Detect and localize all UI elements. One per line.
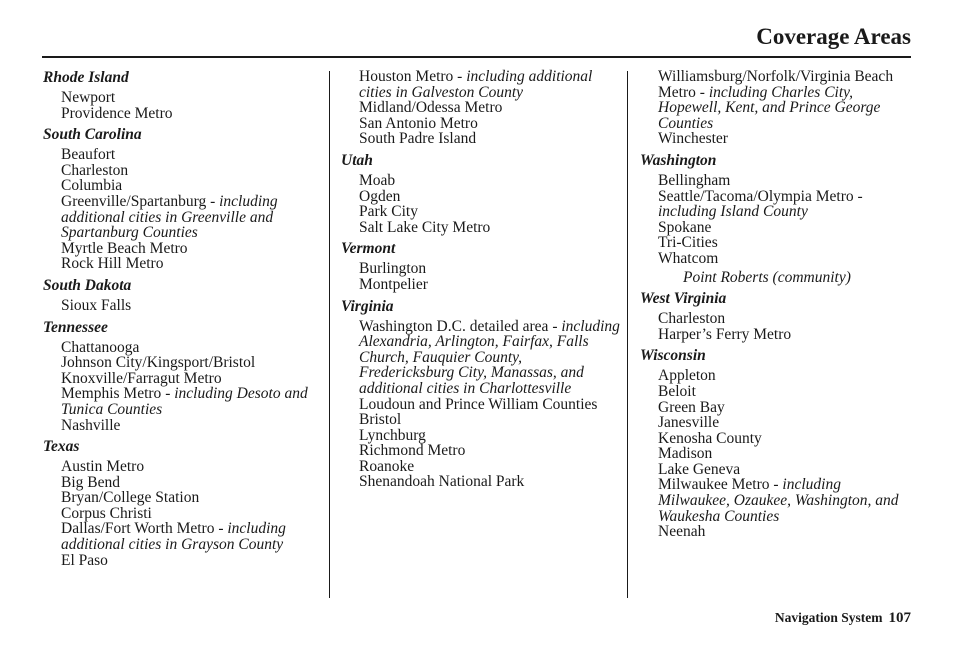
coverage-area-item xyxy=(341,116,621,132)
coverage-area-item xyxy=(43,553,323,569)
area-note: including additional cities in Grayson County xyxy=(61,520,286,554)
area-name: Big Bend xyxy=(61,473,120,491)
area-name: Green Bay xyxy=(658,398,725,416)
coverage-area-item xyxy=(640,462,908,478)
coverage-area-item xyxy=(640,400,908,416)
coverage-area-item xyxy=(341,220,621,236)
coverage-area-item xyxy=(43,475,323,491)
area-name: South Padre Island xyxy=(359,130,477,148)
state-heading: South Dakota xyxy=(43,276,132,294)
coverage-area-item xyxy=(43,386,323,417)
coverage-area-item xyxy=(341,412,621,428)
area-name: Newport xyxy=(61,89,116,106)
page-footer xyxy=(775,610,911,627)
coverage-area-item xyxy=(43,418,323,434)
footer-section: Navigation System xyxy=(774,610,883,625)
area-name: Myrtle Beach Metro xyxy=(61,239,188,257)
coverage-area-item xyxy=(640,173,908,189)
area-name: Beaufort xyxy=(61,146,116,164)
area-name: Montpelier xyxy=(359,275,428,293)
coverage-area-item xyxy=(341,428,621,444)
state-heading: Washington xyxy=(640,151,717,169)
column-2 xyxy=(341,69,621,490)
coverage-area-item xyxy=(43,178,323,194)
coverage-area-item xyxy=(43,506,323,522)
state-heading: Virginia xyxy=(341,297,394,315)
area-separator: - xyxy=(161,385,175,403)
coverage-area-item xyxy=(640,69,908,131)
area-name: Bryan/College Station xyxy=(61,489,200,507)
area-name: Beloit xyxy=(658,382,696,400)
area-note: including Alexandria, Arlington, Fairfax, Falls Church, Fauquier County, Fredericksburg City, Manassas, and additional cities in Charlottesville xyxy=(359,317,620,397)
coverage-area-item xyxy=(43,194,323,241)
area-subnote: Point Roberts (community) xyxy=(683,268,851,286)
area-name: Roanoke xyxy=(359,457,415,475)
coverage-area-item xyxy=(341,277,621,293)
coverage-area-item xyxy=(43,490,323,506)
coverage-area-item xyxy=(43,521,323,552)
area-separator: - xyxy=(853,187,863,205)
area-name: Whatcom xyxy=(658,249,719,267)
area-name: Chattanooga xyxy=(61,338,140,356)
area-name: Columbia xyxy=(61,177,123,195)
coverage-area-item xyxy=(640,311,908,327)
column-1 xyxy=(43,69,323,568)
state-heading: Texas xyxy=(43,438,80,456)
area-name: Charleston xyxy=(61,161,129,179)
area-name: San Antonio Metro xyxy=(359,114,478,132)
area-name: Lynchburg xyxy=(359,426,426,444)
area-name: Sioux Falls xyxy=(61,296,132,314)
area-note: including additional cities in Galveston County xyxy=(359,68,593,101)
state-heading: Utah xyxy=(341,151,373,169)
area-name: Madison xyxy=(658,445,713,463)
area-name: Johnson City/Kingsport/Bristol xyxy=(61,354,256,372)
coverage-area-item xyxy=(640,189,908,220)
coverage-area-item xyxy=(640,251,908,267)
coverage-area-item xyxy=(640,415,908,431)
coverage-area-item xyxy=(43,90,323,106)
coverage-area-item xyxy=(341,204,621,220)
area-name: Washington D.C. detailed area xyxy=(359,317,549,335)
coverage-area-item xyxy=(640,220,908,236)
coverage-area-item xyxy=(43,459,323,475)
area-name: El Paso xyxy=(61,551,108,569)
coverage-area-item xyxy=(341,319,621,397)
state-heading: Tennessee xyxy=(43,318,108,336)
coverage-area-item xyxy=(640,368,908,384)
area-name: Winchester xyxy=(658,130,728,148)
coverage-area-item xyxy=(43,256,323,272)
coverage-area-item xyxy=(43,340,323,356)
area-name: Shenandoah National Park xyxy=(359,473,525,491)
area-name: Greenville/Spartanburg xyxy=(61,192,207,210)
area-note: including additional cities in Greenville and Spartanburg Counties xyxy=(61,192,278,242)
column-divider xyxy=(329,71,330,598)
area-note: including Milwaukee, Ozaukee, Washington, and Waukesha Counties xyxy=(658,476,899,525)
coverage-area-item xyxy=(640,524,908,540)
coverage-area-item xyxy=(341,474,621,490)
state-heading: Wisconsin xyxy=(640,347,706,365)
area-name: Loudoun and Prince William Counties xyxy=(359,395,598,413)
area-name: Tri-Cities xyxy=(658,234,718,252)
column-divider xyxy=(627,71,628,598)
area-note: including Desoto and Tunica Counties xyxy=(61,385,308,418)
coverage-area-item xyxy=(640,235,908,251)
coverage-area-item xyxy=(43,106,323,122)
area-note: including Charles City, Hopewell, Kent, and Prince George Counties xyxy=(658,83,881,132)
area-name: Memphis Metro xyxy=(61,385,162,403)
area-name: Richmond Metro xyxy=(359,442,466,460)
area-name: Moab xyxy=(359,171,396,189)
area-note: including Island County xyxy=(658,203,808,221)
page-title: Coverage Areas xyxy=(756,24,911,49)
coverage-area-item xyxy=(341,69,621,100)
area-name: Harper’s Ferry Metro xyxy=(658,325,792,343)
area-name: Rock Hill Metro xyxy=(61,255,164,273)
area-separator: - xyxy=(206,192,220,210)
coverage-area-item xyxy=(43,147,323,163)
area-name: Ogden xyxy=(359,187,401,205)
area-name: Neenah xyxy=(658,523,706,541)
area-name: Bristol xyxy=(359,411,402,429)
area-name: Providence Metro xyxy=(61,104,173,122)
area-name: Corpus Christi xyxy=(61,504,152,522)
coverage-area-item xyxy=(640,446,908,462)
coverage-area-item xyxy=(43,371,323,387)
coverage-area-item xyxy=(43,163,323,179)
state-heading: South Carolina xyxy=(43,126,142,144)
area-separator: - xyxy=(695,83,709,101)
area-separator: - xyxy=(769,476,783,494)
page-number: 107 xyxy=(888,610,911,626)
coverage-area-item xyxy=(640,131,908,147)
area-name: Spokane xyxy=(658,218,712,236)
area-name: Dallas/Fort Worth Metro xyxy=(61,520,215,538)
area-name: Kenosha County xyxy=(658,429,762,447)
coverage-area-item xyxy=(341,443,621,459)
coverage-area-item xyxy=(341,261,621,277)
state-heading: Vermont xyxy=(341,240,396,258)
area-name: Houston Metro xyxy=(359,68,454,85)
area-name: Knoxville/Farragut Metro xyxy=(61,369,222,387)
area-separator: - xyxy=(548,317,562,335)
area-name: Burlington xyxy=(359,260,427,278)
area-name: Lake Geneva xyxy=(658,460,741,478)
area-name: Austin Metro xyxy=(61,458,145,476)
area-name: Bellingham xyxy=(658,171,731,189)
coverage-area-item xyxy=(341,131,621,147)
coverage-area-item xyxy=(640,384,908,400)
area-name: Williamsburg/Norfolk/Virginia Beach Metro xyxy=(658,68,894,101)
coverage-area-item xyxy=(341,189,621,205)
area-separator: - xyxy=(214,520,228,538)
area-name: Nashville xyxy=(61,416,121,434)
coverage-area-item xyxy=(640,477,908,524)
coverage-area-item xyxy=(341,100,621,116)
coverage-area-item xyxy=(640,431,908,447)
coverage-area-item xyxy=(341,459,621,475)
area-name: Milwaukee Metro xyxy=(658,476,770,494)
coverage-area-item xyxy=(341,397,621,413)
area-name: Janesville xyxy=(658,414,720,432)
area-separator: - xyxy=(453,68,467,85)
state-heading: Rhode Island xyxy=(43,69,129,86)
area-name: Seattle/Tacoma/Olympia Metro xyxy=(658,187,854,205)
coverage-area-item xyxy=(341,173,621,189)
column-3 xyxy=(640,69,908,540)
state-heading: West Virginia xyxy=(640,290,727,308)
coverage-area-item xyxy=(640,327,908,343)
area-name: Appleton xyxy=(658,367,716,385)
area-name: Park City xyxy=(359,203,418,221)
area-name: Midland/Odessa Metro xyxy=(359,99,503,117)
coverage-area-item xyxy=(43,241,323,257)
coverage-area-item xyxy=(43,298,323,314)
header-rule xyxy=(42,56,911,58)
area-name: Salt Lake City Metro xyxy=(359,218,491,236)
area-name: Charleston xyxy=(658,310,726,328)
coverage-area-item xyxy=(43,355,323,371)
